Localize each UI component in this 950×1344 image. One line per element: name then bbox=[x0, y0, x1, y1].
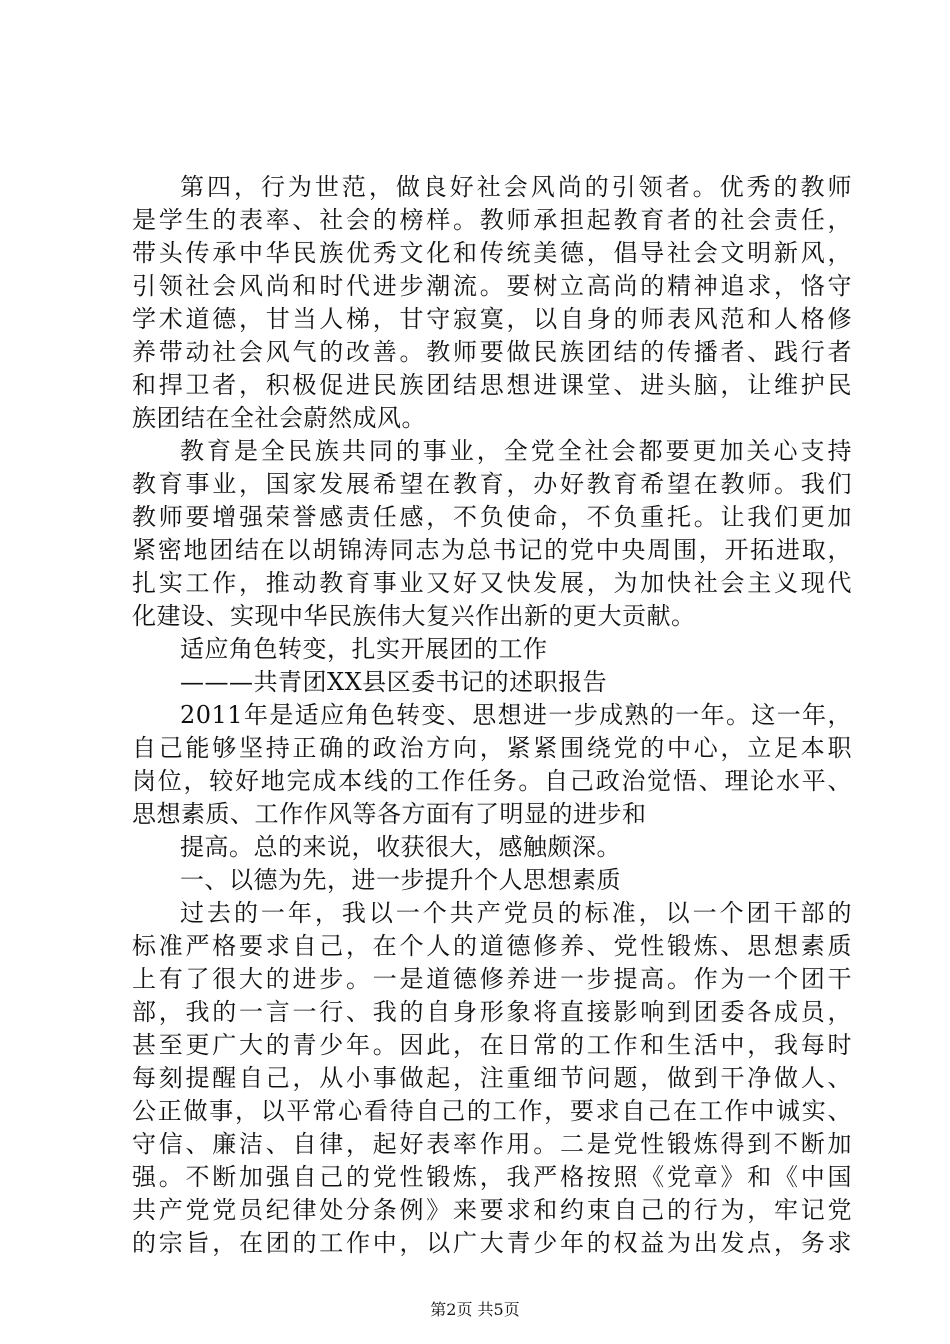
text-line: ———共青团XX县区委书记的述职报告 bbox=[180, 668, 608, 696]
text-line: 的宗旨，在团的工作中，以广大青少年的权益为出发点，务求 bbox=[132, 1229, 852, 1257]
text-line: 引领社会风尚和时代进步潮流。要树立高尚的精神追求，恪守 bbox=[132, 272, 852, 300]
text-line: 甚至更广大的青少年。因此，在日常的工作和生活中，我每时 bbox=[132, 1031, 852, 1059]
text-line: 养带动社会风气的改善。教师要做民族团结的传播者、践行者 bbox=[132, 338, 852, 366]
text-line: 族团结在全社会蔚然成风。 bbox=[132, 404, 426, 432]
text-line: 紧密地团结在以胡锦涛同志为总书记的党中央周围，开拓进取， bbox=[132, 536, 852, 564]
text-line: 第四，行为世范，做良好社会风尚的引领者。优秀的教师 bbox=[180, 173, 852, 201]
text-line: 标准严格要求自己，在个人的道德修养、党性锻炼、思想素质 bbox=[132, 932, 852, 960]
document-body bbox=[132, 171, 852, 1260]
text-line: 学术道德，甘当人梯，甘守寂寞，以自身的师表风范和人格修 bbox=[132, 305, 852, 333]
text-line: 2011年是适应角色转变、思想进一步成熟的一年。这一年， bbox=[180, 701, 852, 729]
text-line: 共产党党员纪律处分条例》来要求和约束自己的行为，牢记党 bbox=[132, 1196, 852, 1224]
text-line: 教育事业，国家发展希望在教育，办好教育希望在教师。我们 bbox=[132, 470, 852, 498]
text-line: 公正做事，以平常心看待自己的工作，要求自己在工作中诚实、 bbox=[132, 1097, 852, 1125]
text-line: 提高。总的来说，收获很大，感触颇深。 bbox=[180, 833, 621, 861]
text-line: 思想素质、工作作风等各方面有了明显的进步和 bbox=[132, 800, 647, 828]
text-line: 化建设、实现中华民族伟大复兴作出新的更大贡献。 bbox=[132, 602, 696, 630]
text-line: 是学生的表率、社会的榜样。教师承担起教育者的社会责任， bbox=[132, 206, 852, 234]
text-line: 上有了很大的进步。一是道德修养进一步提高。作为一个团干 bbox=[132, 965, 852, 993]
page-footer: 第2页 共5页 bbox=[430, 1300, 520, 1319]
text-line: 过去的一年，我以一个共产党员的标准，以一个团干部的 bbox=[180, 899, 852, 927]
text-line: 每刻提醒自己，从小事做起，注重细节问题，做到干净做人、 bbox=[132, 1064, 852, 1092]
text-line: 教育是全民族共同的事业，全党全社会都要更加关心支持 bbox=[180, 437, 852, 465]
text-line: 自己能够坚持正确的政治方向，紧紧围绕党的中心，立足本职 bbox=[132, 734, 852, 762]
text-line: 和捍卫者，积极促进民族团结思想进课堂、进头脑，让维护民 bbox=[132, 371, 852, 399]
text-line: 岗位，较好地完成本线的工作任务。自己政治觉悟、理论水平、 bbox=[132, 767, 852, 795]
text-line: 适应角色转变，扎实开展团的工作 bbox=[180, 635, 548, 663]
text-line: 守信、廉洁、自律，起好表率作用。二是党性锻炼得到不断加 bbox=[132, 1130, 852, 1158]
text-line: 扎实工作，推动教育事业又好又快发展，为加快社会主义现代 bbox=[132, 569, 852, 597]
text-line: 部，我的一言一行、我的自身形象将直接影响到团委各成员， bbox=[132, 998, 852, 1026]
text-line: 带头传承中华民族优秀文化和传统美德，倡导社会文明新风， bbox=[132, 239, 852, 267]
text-line: 一、以德为先，进一步提升个人思想素质 bbox=[180, 866, 621, 894]
text-line: 强。不断加强自己的党性锻炼，我严格按照《党章》和《中国 bbox=[132, 1163, 852, 1191]
text-line: 教师要增强荣誉感责任感，不负使命，不负重托。让我们更加 bbox=[132, 503, 852, 531]
